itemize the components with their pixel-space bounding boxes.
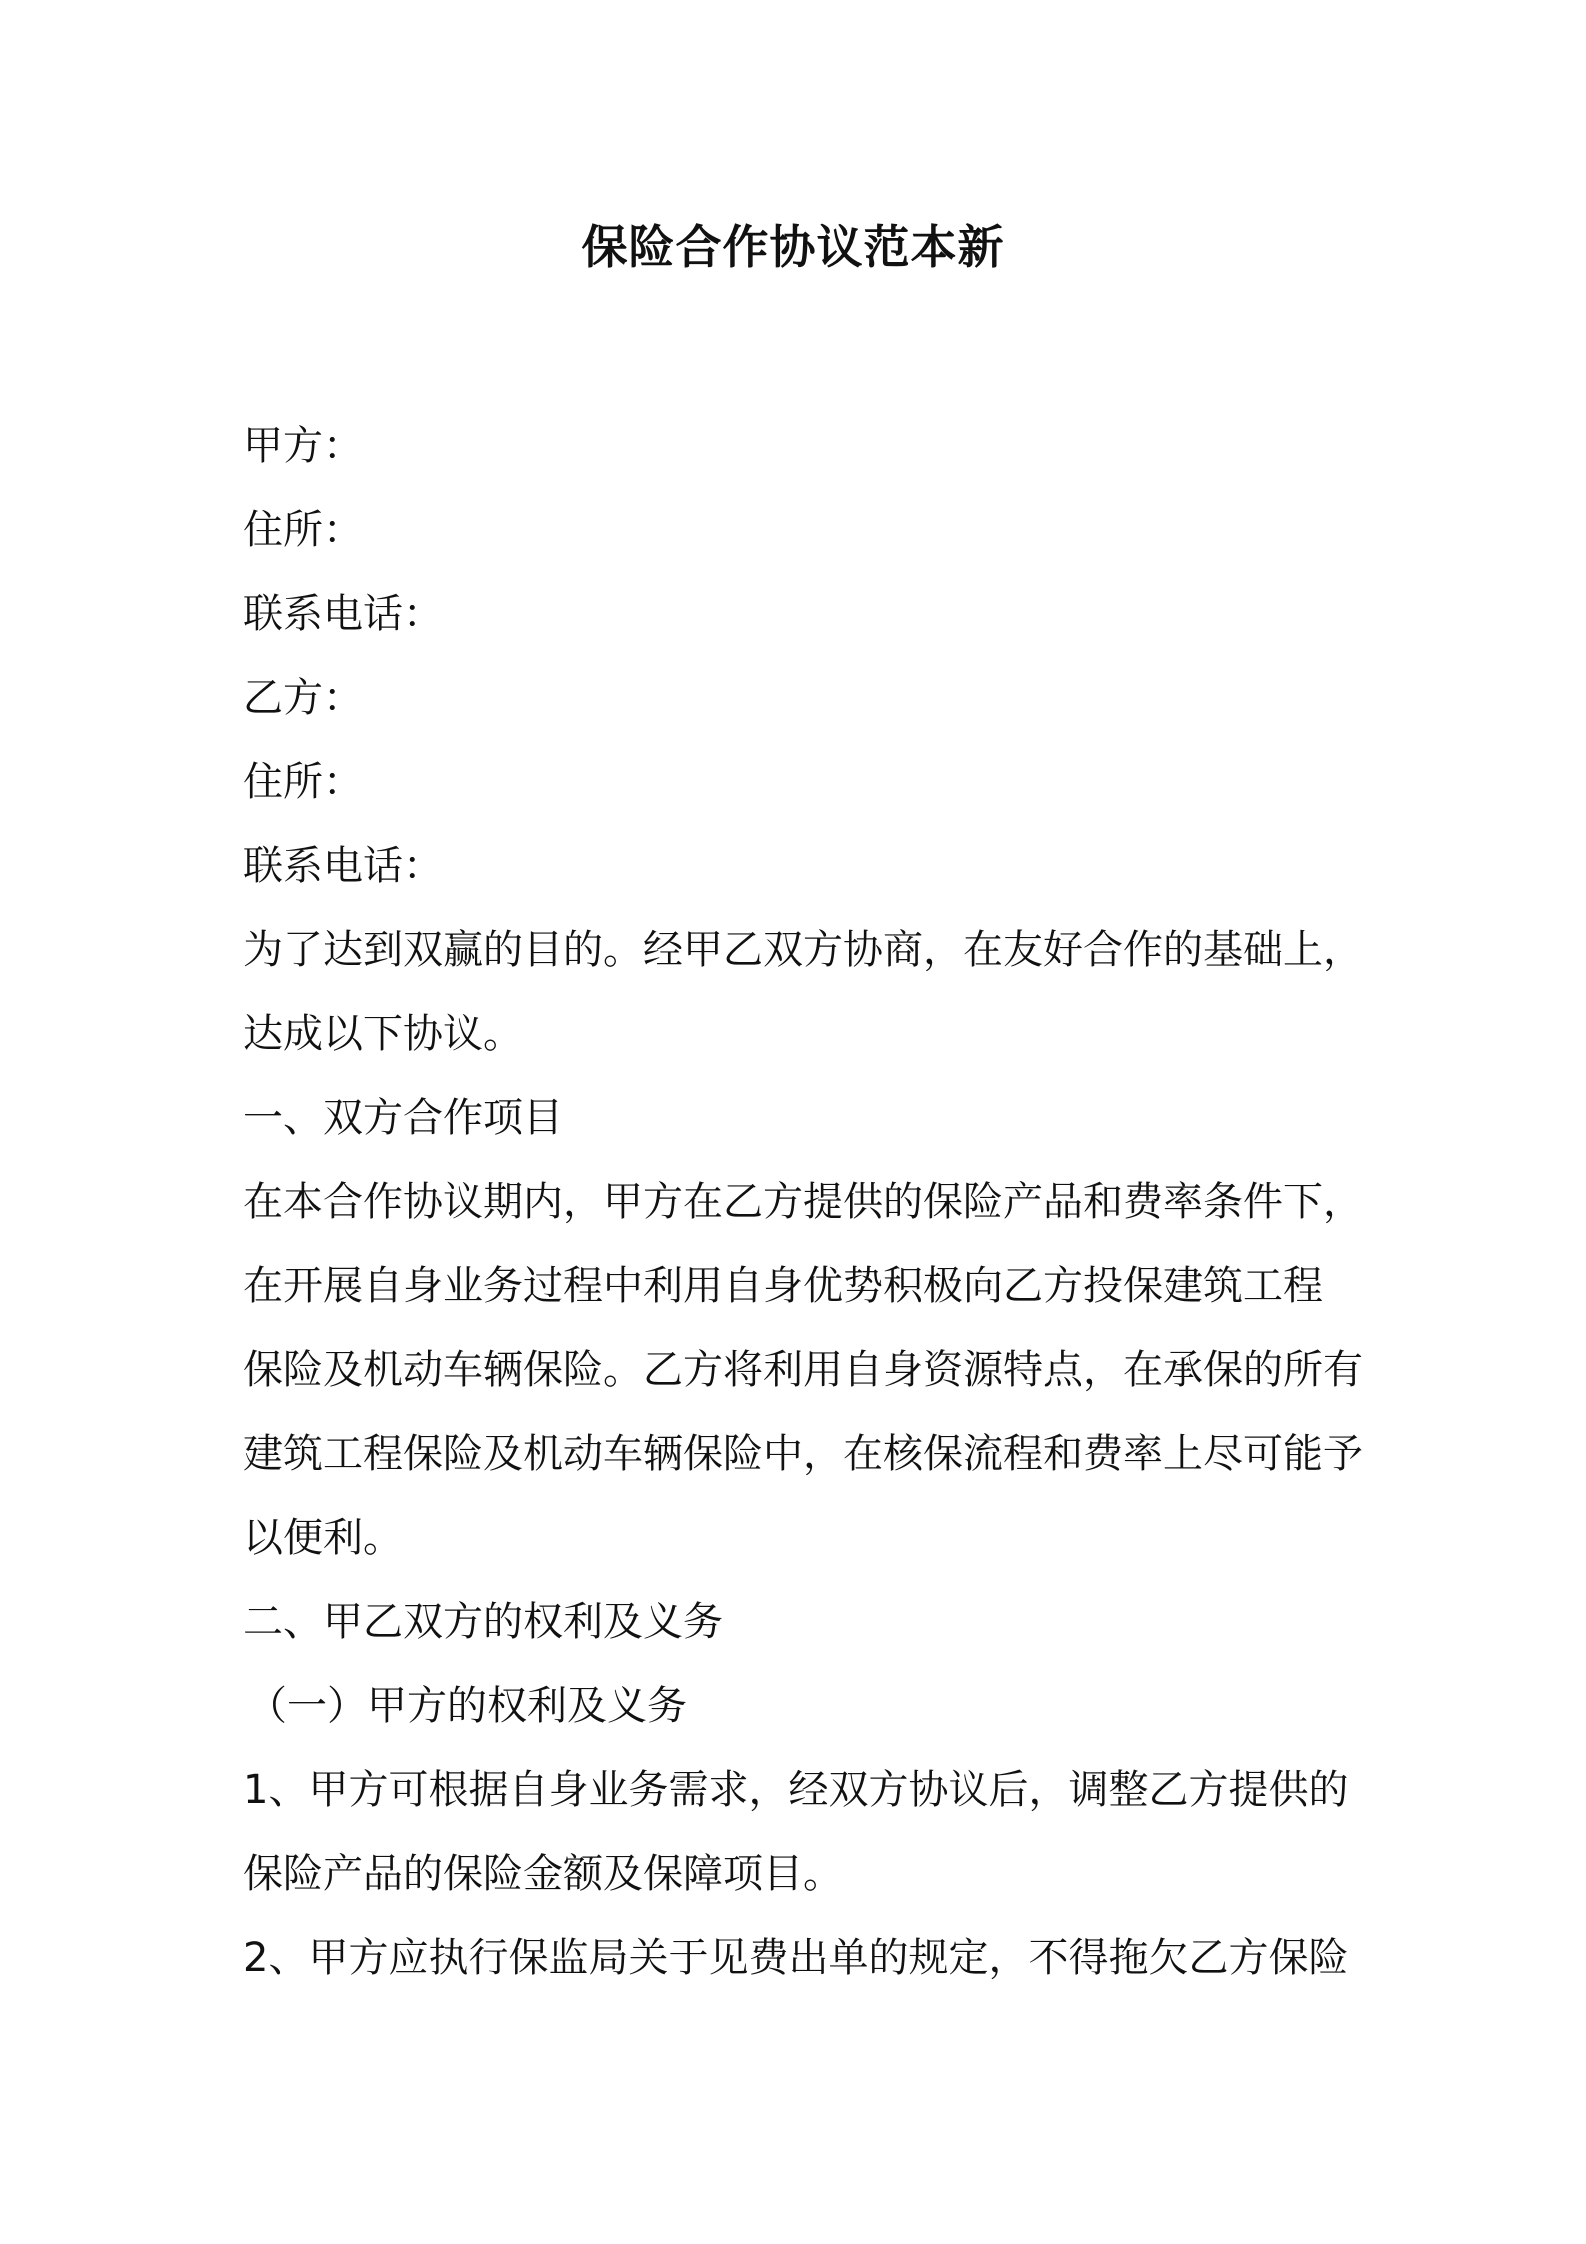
section-1-paragraph-line-5: 以便利。 — [243, 1515, 403, 1561]
subsection-heading-1: （一）甲方的权利及义务 — [247, 1683, 687, 1729]
clause-1-line-2: 保险产品的保险金额及保障项目。 — [243, 1851, 843, 1897]
party-b-label: 乙方： — [243, 675, 363, 721]
party-a-address-label: 住所： — [243, 507, 363, 553]
section-heading-1: 一、双方合作项目 — [243, 1095, 563, 1141]
section-1-paragraph-line-1: 在本合作协议期内，甲方在乙方提供的保险产品和费率条件下， — [243, 1179, 1363, 1225]
party-b-phone-label: 联系电话： — [243, 843, 443, 889]
document-title: 保险合作协议范本新 — [581, 220, 1005, 274]
section-1-paragraph-line-4: 建筑工程保险及机动车辆保险中，在核保流程和费率上尽可能予 — [243, 1431, 1363, 1477]
section-1-paragraph-line-3: 保险及机动车辆保险。乙方将利用自身资源特点，在承保的所有 — [243, 1347, 1363, 1393]
section-1-paragraph-line-2: 在开展自身业务过程中利用自身优势积极向乙方投保建筑工程 — [243, 1263, 1323, 1309]
party-a-label: 甲方： — [243, 423, 363, 469]
document-body — [243, 404, 1363, 2000]
intro-paragraph-line-2: 达成以下协议。 — [243, 1011, 523, 1057]
intro-paragraph-line-1: 为了达到双赢的目的。经甲乙双方协商，在友好合作的基础上， — [243, 927, 1363, 973]
clause-2-line-1: 2、甲方应执行保监局关于见费出单的规定，不得拖欠乙方保险 — [243, 1935, 1349, 1981]
section-heading-2: 二、甲乙双方的权利及义务 — [243, 1599, 723, 1645]
party-a-phone-label: 联系电话： — [243, 591, 443, 637]
party-b-address-label: 住所： — [243, 759, 363, 805]
clause-1-line-1: 1、甲方可根据自身业务需求，经双方协议后，调整乙方提供的 — [243, 1767, 1349, 1813]
